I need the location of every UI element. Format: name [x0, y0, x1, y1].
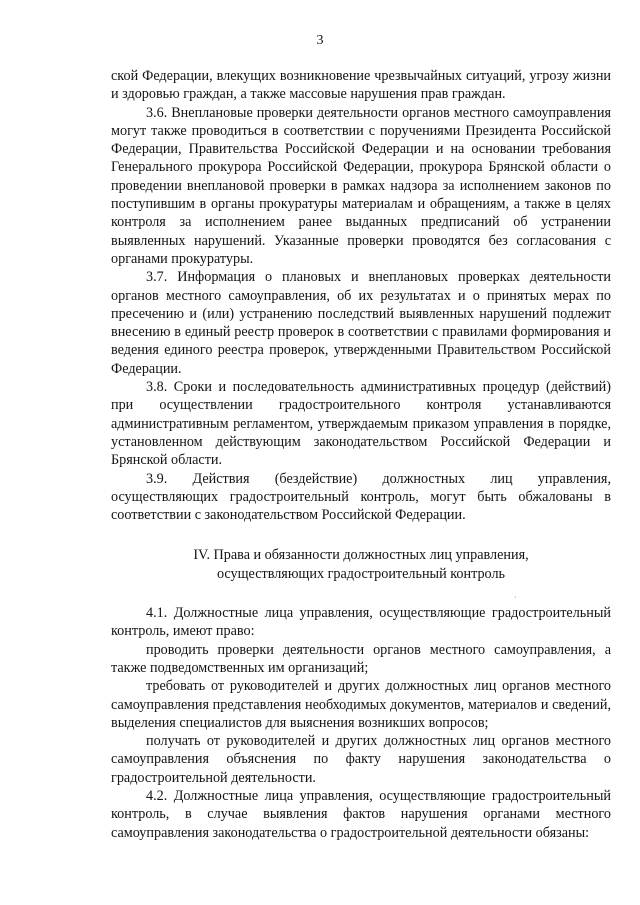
section-heading-line-1: IV. Права и обязанности должностных лиц управления, — [193, 547, 529, 564]
section-heading-line-2: осуществляющих градостроительный контроль — [216, 565, 506, 582]
paragraph-3-7: 3.7. Информация о плановых и внеплановых проверках деятельности органов местного самоуправления, об их результатах и о принятых мерах по пресечению и (или) устранению последствий выявленных нарушений подлежит внесению в единый реестр проверок в соответствии с правилами формирования и ведения единого реестра проверок, утвержденными Правительством Российской Федерации. — [111, 269, 611, 377]
paragraph-3-6: 3.6. Внеплановые проверки деятельности органов местного самоуправления могут также проводиться в соответствии с поручениями Президента Российской Федерации, Правительства Российской Федерации и на основании требования Генерального прокурора Российской Федерации, прокурора Брянской области о проведении внеплановой проверки в рамках надзора за исполнением законов по поступившим в органы прокуратуры материалам и обращениям, а также в целях контроля за исполнением ранее выданных предписаний об устранении выявленных нарушений. Указанные проверки проводятся без согласования с органами прокуратуры. — [111, 104, 611, 267]
list-item-right-get-explanations: получать от руководителей и других должностных лиц органов местного самоуправления объяснения по факту нарушения законодательства о градостроительной деятельности. — [111, 733, 611, 786]
paragraph-4-2: 4.2. Должностные лица управления, осуществляющие градостроительный контроль, в случае выявления фактов нарушения органами местного самоуправления законодательства о градостроительной деятельности обязаны: — [111, 787, 611, 841]
paragraph-continuation: ской Федерации, влекущих возникновение чрезвычайных ситуаций, угрозу жизни и здоровью граждан, а также массовые нарушения прав граждан. — [111, 68, 611, 103]
list-item-right-request-documents: требовать от руководителей и других должностных лиц органов местного самоуправления представления необходимых документов, материалов и сведений, выделения специалистов для выяснения возникших вопросов; — [111, 678, 611, 731]
page-number: 3 — [316, 33, 324, 48]
section-heading — [111, 546, 611, 583]
paragraph-4-1: 4.1. Должностные лица управления, осуществляющие градостроительный контроль, имеют право: — [111, 605, 611, 640]
paragraph-3-9: 3.9. Действия (бездействие) должностных лиц управления, осуществляющих градостроительный контроль, могут быть обжалованы в соответствии с законодательством Российской Федерации. — [111, 470, 611, 524]
list-item-right-inspect: проводить проверки деятельности органов местного самоуправления, а также подведомственных им организаций; — [111, 641, 611, 676]
paragraph-3-8: 3.8. Сроки и последовательность административных процедур (действий) при осуществлении градостроительного контроля устанавливаются административным регламентом, утверждаемым приказом управления в порядке, установленном действующим законодательством Российской Федерации и Брянской области. — [111, 379, 611, 469]
scan-mark: · — [514, 593, 517, 602]
document-body — [111, 67, 611, 842]
